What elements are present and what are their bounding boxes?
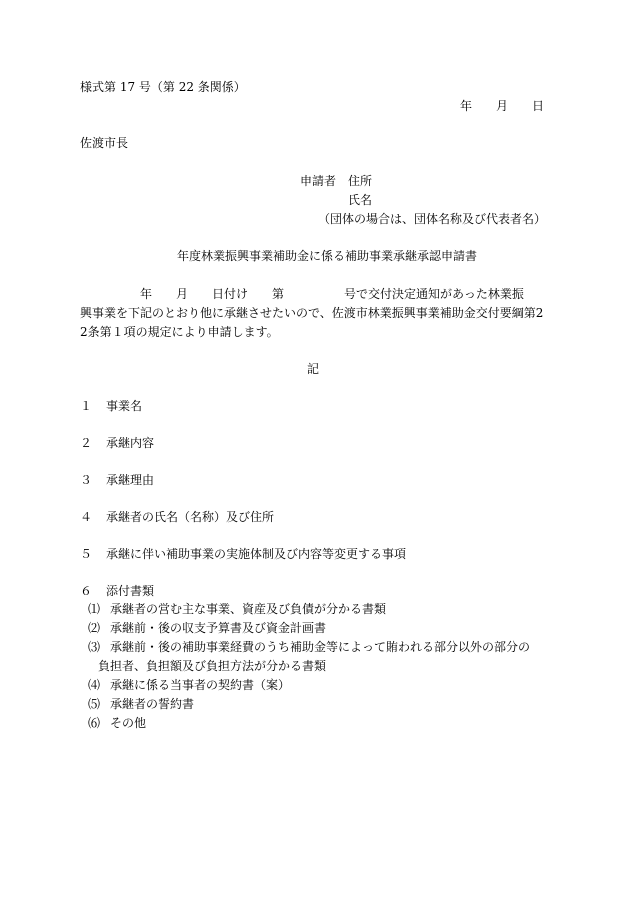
attachment-number: ⑷ — [88, 678, 101, 692]
item-number: ６ — [80, 584, 93, 598]
attachment-text: 承継者の営む主な事業、資産及び負債が分かる書類 — [110, 602, 387, 616]
attachment-text: 承継に係る当事者の契約書（案） — [110, 678, 291, 692]
attachment-item — [88, 714, 146, 733]
item-text: 承継に伴い補助事業の実施体制及び内容等変更する事項 — [106, 547, 407, 561]
attachment-number: ⑸ — [88, 697, 101, 711]
attachment-item — [88, 676, 290, 695]
list-item — [80, 397, 142, 416]
ki-heading: 記 — [307, 362, 320, 376]
document-title: 年度林業振興事業補助金に係る補助事業承継承認申請書 — [177, 249, 478, 263]
attachment-number: ⑶ — [88, 640, 101, 654]
date-line: 年 月 日 — [460, 99, 545, 113]
item-number: ２ — [80, 436, 93, 450]
attachment-text: 承継前・後の補助事業経費のうち補助金等によって賄われる部分以外の部分の — [110, 640, 531, 654]
item-text: 承継者の氏名（名称）及び住所 — [106, 510, 275, 524]
attachment-number: ⑴ — [88, 602, 101, 616]
attachment-item — [88, 619, 326, 638]
attachment-continuation: 負担者、負担額及び負担方法が分かる書類 — [98, 659, 327, 673]
list-item — [80, 434, 154, 453]
attachment-text: その他 — [110, 716, 147, 730]
attachment-item — [88, 600, 386, 619]
list-item — [80, 471, 154, 490]
item-number: ３ — [80, 473, 93, 487]
item-text: 承継理由 — [106, 473, 155, 487]
addressee: 佐渡市長 — [80, 136, 129, 150]
intro-line-3: 2条第１項の規定により申請します。 — [80, 325, 279, 339]
list-item — [80, 545, 406, 564]
item-number: ４ — [80, 510, 93, 524]
attachment-text: 承継前・後の収支予算書及び資金計画書 — [110, 621, 327, 635]
intro-line-2: 興事業を下記のとおり他に承継させたいので、佐渡市林業振興事業補助金交付要綱第2 — [80, 306, 544, 320]
attachment-number: ⑵ — [88, 621, 101, 635]
intro-line-1: 年 月 日付け 第 号で交付決定通知があった林業振 — [80, 287, 524, 301]
attachment-item — [88, 695, 194, 714]
form-label: 様式第 17 号（第 22 条関係） — [80, 80, 246, 94]
attachment-item — [88, 638, 530, 657]
list-item — [80, 508, 274, 527]
attachment-number: ⑹ — [88, 716, 101, 730]
applicant-name-label: 氏名 — [348, 193, 373, 207]
item-text: 事業名 — [106, 399, 143, 413]
item-text: 添付書類 — [106, 584, 155, 598]
applicant-note: （団体の場合は、団体名称及び代表者名） — [318, 212, 547, 226]
item-text: 承継内容 — [106, 436, 155, 450]
applicant-address-label: 申請者 住所 — [300, 174, 373, 188]
attachment-text: 承継者の誓約書 — [110, 697, 195, 711]
item-number: ５ — [80, 547, 93, 561]
list-item — [80, 582, 154, 601]
item-number: １ — [80, 399, 93, 413]
